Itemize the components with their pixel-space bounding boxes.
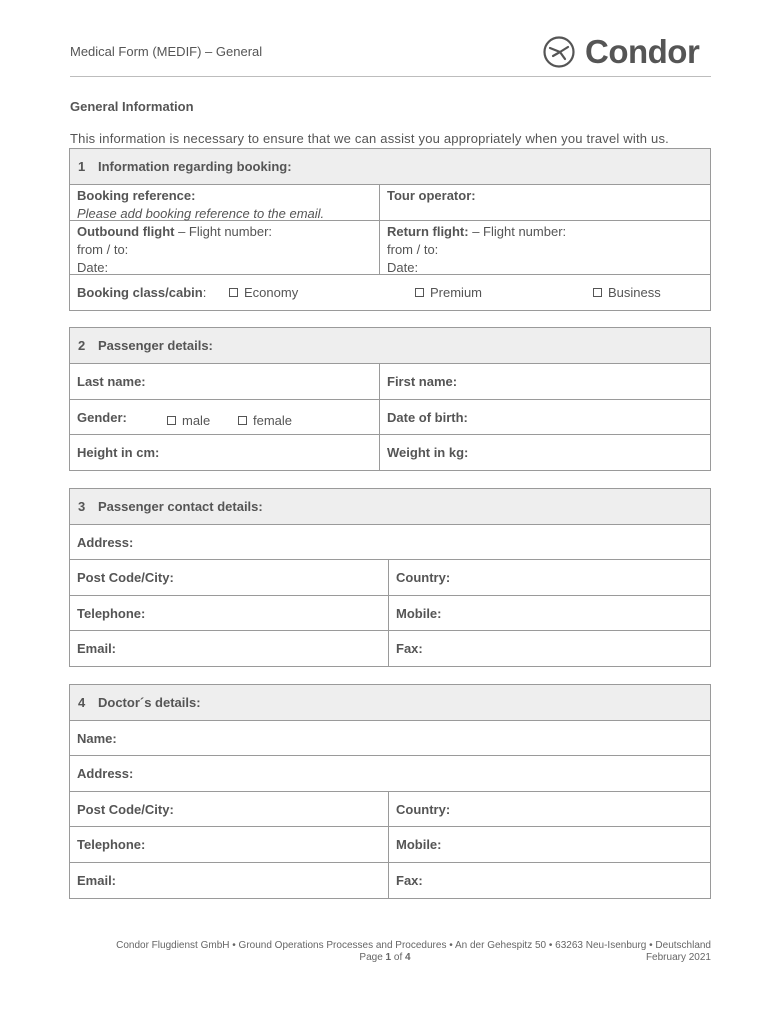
page-current: 1 — [385, 952, 392, 963]
return-flight-line — [387, 223, 566, 241]
passenger-address-field[interactable] — [70, 525, 710, 559]
section-header — [70, 149, 710, 185]
date-of-birth-label: Date of birth: — [387, 409, 468, 425]
booking-class-label: Booking class/cabin — [77, 285, 203, 300]
premium-label: Premium — [430, 285, 483, 300]
date-of-birth-field[interactable] — [379, 400, 710, 434]
page-total: 4 — [405, 952, 411, 963]
checkbox-box[interactable] — [415, 288, 424, 297]
outbound-flight-label: Outbound flight — [77, 224, 175, 239]
section-number: 4 — [78, 695, 86, 710]
booking-class-colon: : — [202, 285, 207, 300]
return-flight-field[interactable] — [379, 221, 710, 274]
booking-reference-note: Please add booking reference to the email. — [77, 206, 325, 221]
checkbox-box[interactable] — [238, 416, 247, 425]
return-flight-label: Return flight: — [387, 224, 469, 239]
general-heading: General Information — [70, 99, 194, 114]
doctor-telephone-field[interactable] — [70, 827, 388, 862]
section-title: Passenger details: — [98, 338, 213, 353]
mobile-label: Mobile: — [396, 605, 442, 621]
section-title: Doctor´s details: — [98, 695, 201, 710]
outbound-flight-field[interactable] — [70, 221, 379, 274]
country-label: Country: — [396, 570, 451, 585]
section-title: Passenger contact details: — [98, 499, 263, 514]
postcode-label: Post Code/City: — [77, 570, 174, 585]
email-label: Email: — [77, 641, 117, 656]
intro-text: This information is necessary to ensure that we can assist you appropriately when you travel with us. — [70, 131, 669, 146]
fax-label: Fax: — [396, 641, 423, 656]
booking-class-line — [77, 285, 206, 300]
tour-operator-field[interactable] — [379, 185, 710, 220]
doctor-email-field[interactable] — [70, 863, 388, 898]
economy-label: Economy — [244, 285, 299, 300]
female-label: female — [253, 413, 293, 428]
weight-field[interactable] — [379, 435, 710, 470]
section-header — [70, 328, 710, 364]
gender-field — [70, 400, 379, 434]
passenger-mobile-field[interactable] — [388, 596, 710, 630]
weight-label: Weight in kg: — [387, 445, 469, 460]
doctor-address-field[interactable] — [70, 756, 710, 791]
booking-reference-field[interactable] — [70, 185, 379, 220]
passenger-postcode-field[interactable] — [70, 560, 388, 595]
fax-label: Fax: — [396, 873, 423, 888]
checkbox-box[interactable] — [229, 288, 238, 297]
section-doctor-details — [69, 684, 711, 899]
brand-name: Condor — [585, 33, 700, 70]
doctor-mobile-field[interactable] — [388, 827, 710, 862]
page-mid: of — [391, 952, 406, 963]
page-prefix: Page — [359, 952, 386, 963]
outbound-flight-number-label: – Flight number: — [174, 224, 273, 239]
condor-bird-icon — [543, 36, 575, 68]
checkbox-box[interactable] — [593, 288, 602, 297]
economy-checkbox[interactable] — [229, 285, 298, 300]
form-title: Medical Form (MEDIF) – General — [70, 44, 263, 59]
premium-checkbox[interactable] — [415, 285, 482, 300]
gender-label: Gender: — [77, 409, 127, 425]
height-label: Height in cm: — [77, 445, 160, 460]
section-passenger-details — [69, 327, 711, 471]
mobile-label: Mobile: — [396, 837, 442, 852]
first-name-field[interactable] — [379, 364, 710, 399]
address-label: Address: — [77, 534, 134, 550]
last-name-field[interactable] — [70, 364, 379, 399]
business-label: Business — [608, 285, 661, 300]
email-label: Email: — [77, 873, 117, 888]
outbound-date-label: Date: — [77, 260, 109, 275]
section-title: Information regarding booking: — [98, 159, 292, 174]
female-checkbox[interactable] — [238, 413, 292, 428]
male-checkbox[interactable] — [167, 413, 210, 428]
male-label: male — [182, 413, 211, 428]
business-checkbox[interactable] — [593, 285, 661, 300]
postcode-label: Post Code/City: — [77, 801, 174, 817]
last-name-label: Last name: — [77, 374, 146, 389]
return-date-label: Date: — [387, 260, 419, 275]
section-passenger-contact — [69, 488, 711, 667]
footer-date: February 2021 — [645, 952, 711, 963]
doctor-name-field[interactable] — [70, 721, 710, 755]
outbound-from-to-label: from / to: — [77, 242, 129, 257]
checkbox-box[interactable] — [167, 416, 176, 425]
section-number: 2 — [78, 338, 86, 353]
height-field[interactable] — [70, 435, 379, 470]
section-header — [70, 685, 710, 721]
country-label: Country: — [396, 801, 451, 817]
doctor-fax-field[interactable] — [388, 863, 710, 898]
address-label: Address: — [77, 766, 134, 781]
section-number: 3 — [78, 499, 86, 514]
section-number: 1 — [78, 159, 86, 174]
section-booking — [69, 148, 711, 311]
doctor-postcode-field[interactable] — [70, 792, 388, 826]
footer-company-line: Condor Flugdienst GmbH • Ground Operations Processes and Procedures • An der Gehespitz 50 • 63263 Neu-Isenburg • Deutschland — [116, 940, 711, 951]
passenger-country-field[interactable] — [388, 560, 710, 595]
return-from-to-label: from / to: — [387, 242, 439, 257]
condor-logo — [543, 35, 699, 68]
return-flight-number-label: – Flight number: — [468, 224, 567, 239]
booking-reference-label: Booking reference: — [77, 188, 196, 203]
doctor-country-field[interactable] — [388, 792, 710, 826]
passenger-fax-field[interactable] — [388, 631, 710, 666]
section-header — [70, 489, 710, 525]
tour-operator-label: Tour operator: — [387, 188, 476, 203]
first-name-label: First name: — [387, 374, 458, 389]
passenger-telephone-field[interactable] — [70, 596, 388, 630]
booking-class-field — [70, 275, 710, 310]
outbound-flight-line — [77, 223, 272, 241]
header-divider — [70, 76, 711, 77]
telephone-label: Telephone: — [77, 605, 146, 621]
passenger-email-field[interactable] — [70, 631, 388, 666]
name-label: Name: — [77, 730, 117, 746]
telephone-label: Telephone: — [77, 837, 146, 852]
